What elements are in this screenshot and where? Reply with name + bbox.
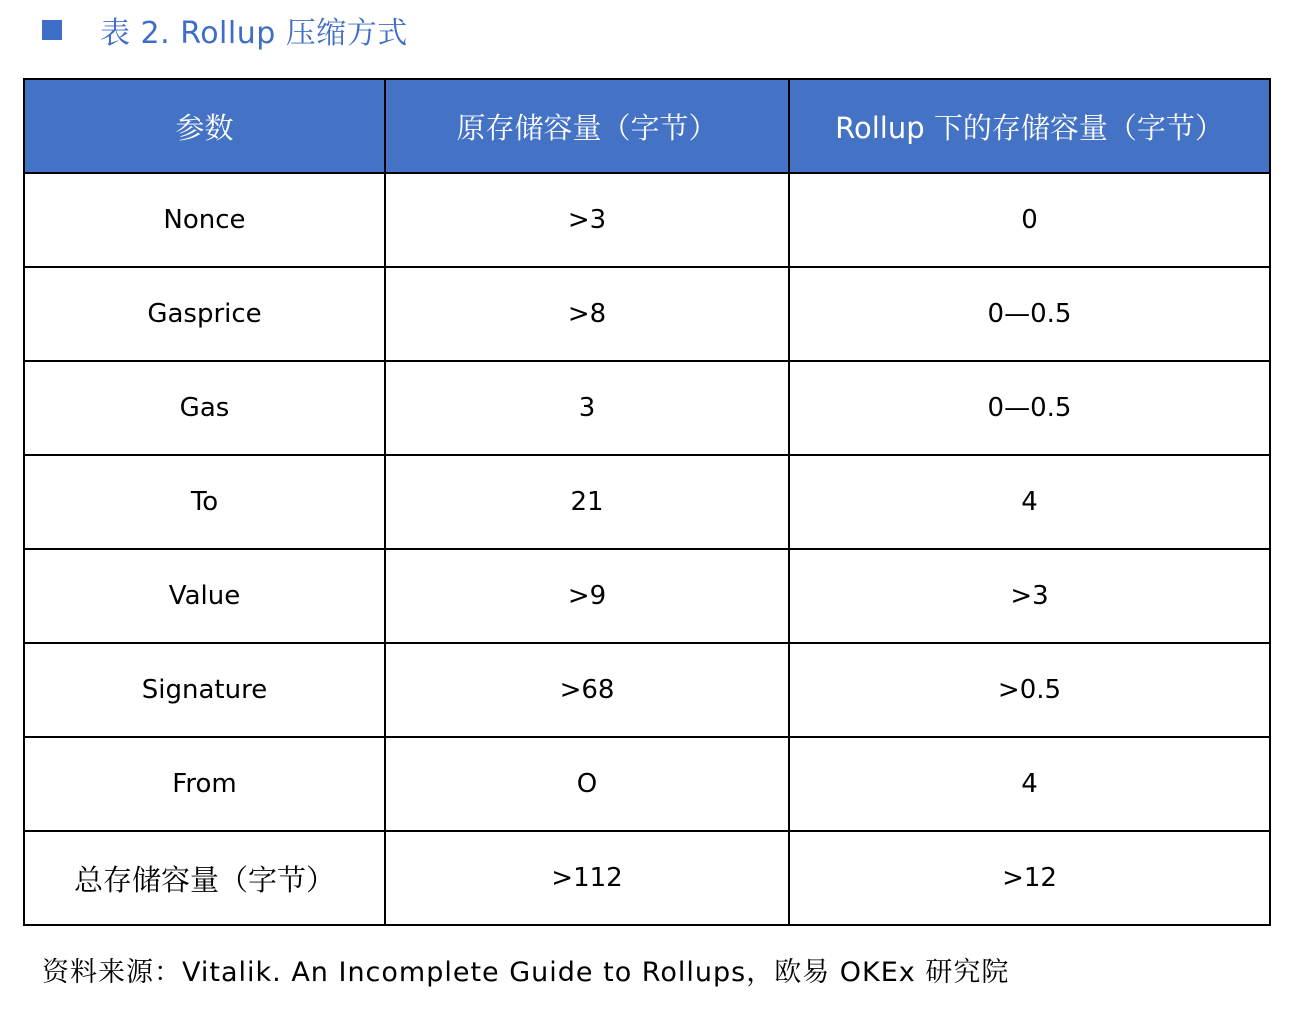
original-size-cell: >3 bbox=[385, 173, 789, 267]
table-row bbox=[24, 737, 1270, 831]
compression-table bbox=[23, 78, 1269, 924]
param-cell: Gas bbox=[24, 361, 385, 455]
square-bullet-icon bbox=[42, 20, 62, 40]
caption-text: 表 2. Rollup 压缩方式 bbox=[100, 16, 408, 51]
rollup-size-cell: >0.5 bbox=[789, 643, 1270, 737]
table-total-row bbox=[24, 831, 1270, 925]
table-row bbox=[24, 455, 1270, 549]
param-cell: Gasprice bbox=[24, 267, 385, 361]
param-cell: To bbox=[24, 455, 385, 549]
rollup-size-cell: 4 bbox=[789, 737, 1270, 831]
original-size-cell: O bbox=[385, 737, 789, 831]
table-row bbox=[24, 267, 1270, 361]
rollup-size-cell: >3 bbox=[789, 549, 1270, 643]
original-size-cell: >8 bbox=[385, 267, 789, 361]
rollup-size-cell: 0—0.5 bbox=[789, 267, 1270, 361]
source-note: 资料来源：Vitalik. An Incomplete Guide to Rollups，欧易 OKEx 研究院 bbox=[42, 957, 1010, 988]
rollup-size-cell: 0 bbox=[789, 173, 1270, 267]
param-cell: Value bbox=[24, 549, 385, 643]
header-original-size: 原存储容量（字节） bbox=[385, 79, 789, 173]
rollup-size-cell: 0—0.5 bbox=[789, 361, 1270, 455]
table-row bbox=[24, 549, 1270, 643]
param-cell: Signature bbox=[24, 643, 385, 737]
rollup-size-cell: 4 bbox=[789, 455, 1270, 549]
original-size-cell: 21 bbox=[385, 455, 789, 549]
table-row bbox=[24, 173, 1270, 267]
original-size-cell: 3 bbox=[385, 361, 789, 455]
table-row bbox=[24, 361, 1270, 455]
header-rollup-size: Rollup 下的存储容量（字节） bbox=[789, 79, 1270, 173]
table-row bbox=[24, 643, 1270, 737]
table-header-row bbox=[24, 79, 1270, 173]
param-cell: Nonce bbox=[24, 173, 385, 267]
total-rollup-size-cell: >12 bbox=[789, 831, 1270, 925]
original-size-cell: >68 bbox=[385, 643, 789, 737]
param-cell: From bbox=[24, 737, 385, 831]
total-label-cell: 总存储容量（字节） bbox=[24, 831, 385, 925]
original-size-cell: >9 bbox=[385, 549, 789, 643]
table-caption bbox=[42, 8, 408, 52]
total-original-size-cell: >112 bbox=[385, 831, 789, 925]
header-parameter: 参数 bbox=[24, 79, 385, 173]
